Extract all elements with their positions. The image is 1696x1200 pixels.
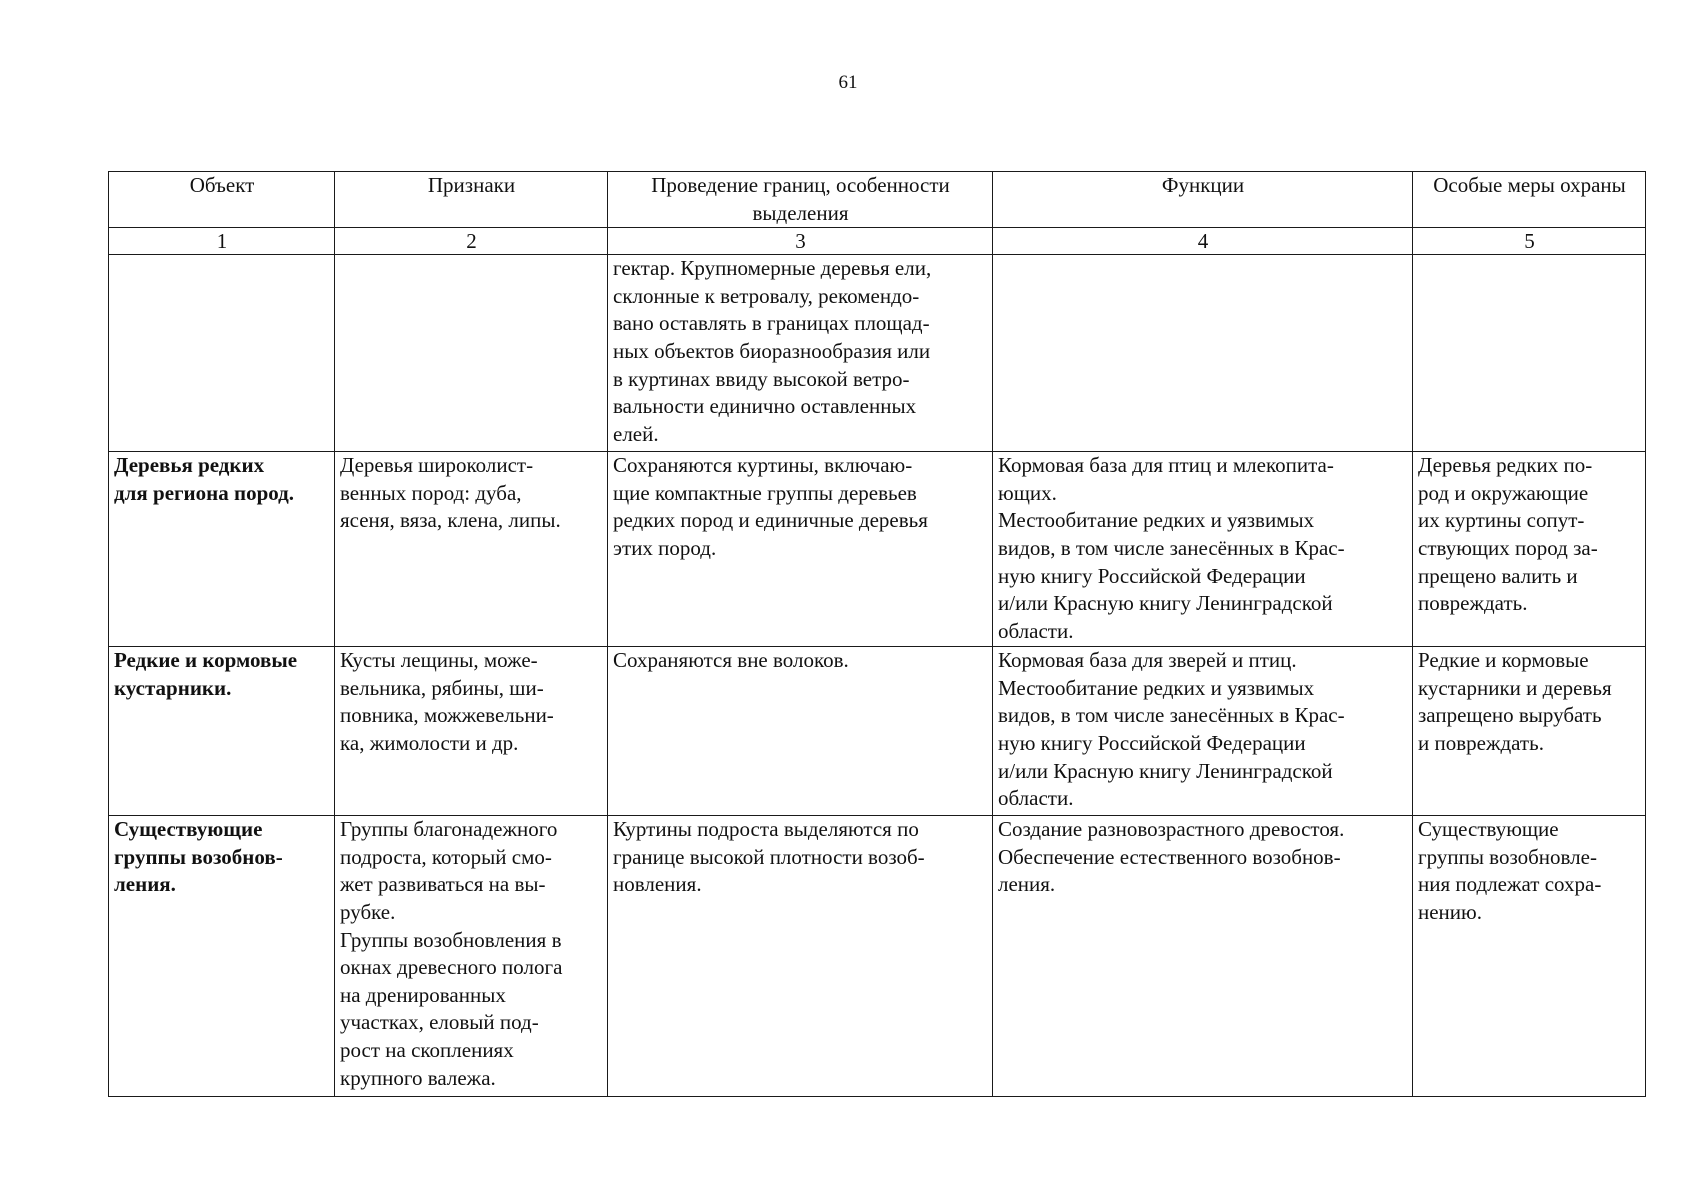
table-row	[109, 816, 1646, 1097]
table-row	[109, 255, 1646, 452]
object-cell	[109, 255, 335, 452]
boundaries-cell: Сохраняются куртины, включаю- щие компактные группы деревьев редких пород и единичные деревья этих пород.	[608, 452, 993, 647]
features-cell: Кусты лещины, може- вельника, рябины, ши- повника, можжевельни- ка, жимолости и др.	[335, 647, 608, 816]
boundaries-cell: Куртины подроста выделяются по границе высокой плотности возоб- новления.	[608, 816, 993, 1097]
page-number: 61	[838, 72, 858, 93]
functions-cell	[993, 255, 1413, 452]
table-row	[109, 452, 1646, 647]
functions-cell: Кормовая база для зверей и птиц. Местообитание редких и уязвимых видов, в том числе занесённых в Крас- ную книгу Российской Федерации и/или Красную книгу Ленинградской области.	[993, 647, 1413, 816]
header-object: Объект	[109, 172, 335, 228]
object-cell: Редкие и кормовые кустарники.	[109, 647, 335, 816]
column-number-row	[109, 228, 1646, 255]
column-number: 1	[109, 228, 335, 255]
features-cell: Группы благонадежного подроста, который смо- жет развиваться на вы- рубке. Группы возобновления в окнах древесного полога на дренированных участках, еловый под- рост на скоплениях крупного валежа.	[335, 816, 608, 1097]
header-functions: Функции	[993, 172, 1413, 228]
protection-cell	[1413, 255, 1646, 452]
functions-cell: Кормовая база для птиц и млекопита- ющих. Местообитание редких и уязвимых видов, в том числе занесённых в Крас- ную книгу Российской Федерации и/или Красную книгу Ленинградской области.	[993, 452, 1413, 647]
boundaries-cell: Сохраняются вне волоков.	[608, 647, 993, 816]
object-cell: Деревья редких для региона пород.	[109, 452, 335, 647]
column-number: 3	[608, 228, 993, 255]
protection-cell: Существующие группы возобновле- ния подлежат сохра- нению.	[1413, 816, 1646, 1097]
column-number: 5	[1413, 228, 1646, 255]
protection-cell: Деревья редких по- род и окружающие их куртины сопут- ствующих пород за- прещено валить и повреждать.	[1413, 452, 1646, 647]
header-protection: Особые меры охраны	[1413, 172, 1646, 228]
table-row	[109, 647, 1646, 816]
column-number: 4	[993, 228, 1413, 255]
features-cell	[335, 255, 608, 452]
protection-cell: Редкие и кормовые кустарники и деревья запрещено вырубать и повреждать.	[1413, 647, 1646, 816]
table-header-row	[109, 172, 1646, 228]
boundaries-cell: гектар. Крупномерные деревья ели, склонные к ветровалу, рекомендо- вано оставлять в границах площад- ных объектов биоразнообразия или в куртинах ввиду высокой ветро- вальности единично оставленных елей.	[608, 255, 993, 452]
object-cell: Существующие группы возобнов- ления.	[109, 816, 335, 1097]
features-cell: Деревья широколист- венных пород: дуба, ясеня, вяза, клена, липы.	[335, 452, 608, 647]
header-boundaries: Проведение границ, особенности выделения	[608, 172, 993, 228]
column-number: 2	[335, 228, 608, 255]
header-features: Признаки	[335, 172, 608, 228]
protection-measures-table	[108, 171, 1646, 1097]
functions-cell: Создание разновозрастного древостоя. Обеспечение естественного возобнов- ления.	[993, 816, 1413, 1097]
